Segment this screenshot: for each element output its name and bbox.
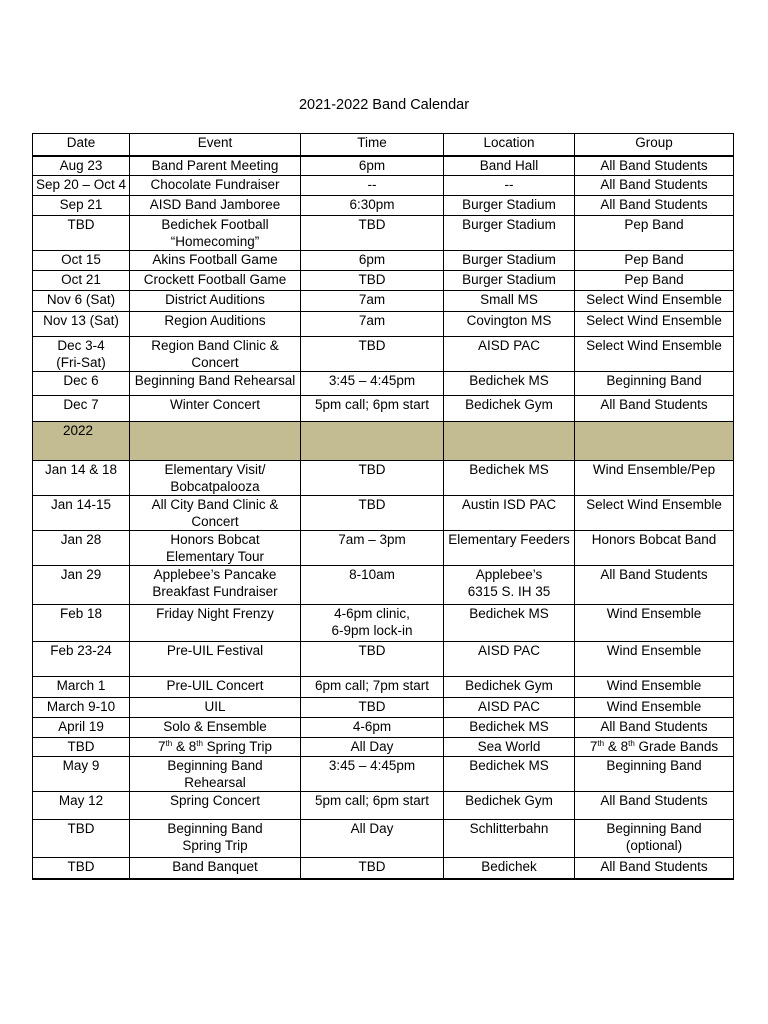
cell-time: 6pm call; 7pm start xyxy=(301,677,444,698)
cell-event: Solo & Ensemble xyxy=(130,718,301,738)
cell-date: Dec 7 xyxy=(33,396,130,422)
cell-group: All Band Students xyxy=(575,176,734,196)
cell-date: Oct 21 xyxy=(33,271,130,291)
table-row xyxy=(33,156,734,176)
cell-group: Select Wind Ensemble xyxy=(575,337,734,372)
cell-location: Burger Stadium xyxy=(444,251,575,271)
cell-group: Beginning Band (optional) xyxy=(575,820,734,858)
cell-group: Honors Bobcat Band xyxy=(575,531,734,566)
column-header-location: Location xyxy=(444,134,575,156)
cell-group: All Band Students xyxy=(575,196,734,216)
table-row xyxy=(33,396,734,422)
column-header-event: Event xyxy=(130,134,301,156)
cell-date: Sep 20 – Oct 4 xyxy=(33,176,130,196)
cell-event: Pre-UIL Concert xyxy=(130,677,301,698)
cell-group: All Band Students xyxy=(575,396,734,422)
cell-group: Select Wind Ensemble xyxy=(575,291,734,312)
cell-group: All Band Students xyxy=(575,156,734,176)
cell-event: AISD Band Jamboree xyxy=(130,196,301,216)
cell-group: Wind Ensemble xyxy=(575,605,734,642)
cell-date: TBD xyxy=(33,858,130,879)
cell-date: April 19 xyxy=(33,718,130,738)
table-row xyxy=(33,372,734,396)
cell-time: 3:45 – 4:45pm xyxy=(301,757,444,792)
cell-time: All Day xyxy=(301,820,444,858)
cell-time: 7am xyxy=(301,291,444,312)
cell-date: Feb 18 xyxy=(33,605,130,642)
cell-location: Burger Stadium xyxy=(444,216,575,251)
cell-time xyxy=(301,422,444,461)
cell-event: Band Parent Meeting xyxy=(130,156,301,176)
cell-group: Wind Ensemble xyxy=(575,677,734,698)
cell-event: Beginning Band Spring Trip xyxy=(130,820,301,858)
cell-location: Elementary Feeders xyxy=(444,531,575,566)
cell-time: 6:30pm xyxy=(301,196,444,216)
cell-location: AISD PAC xyxy=(444,698,575,718)
cell-date: Nov 13 (Sat) xyxy=(33,312,130,337)
cell-location: Small MS xyxy=(444,291,575,312)
cell-date: Jan 14-15 xyxy=(33,496,130,531)
table-row xyxy=(33,251,734,271)
table-row xyxy=(33,718,734,738)
cell-location: Sea World xyxy=(444,738,575,757)
cell-event: Chocolate Fundraiser xyxy=(130,176,301,196)
table-row xyxy=(33,792,734,820)
cell-time: 6pm xyxy=(301,156,444,176)
cell-group xyxy=(575,422,734,461)
table-row xyxy=(33,196,734,216)
cell-event: All City Band Clinic & Concert xyxy=(130,496,301,531)
cell-location: Bedichek Gym xyxy=(444,792,575,820)
cell-location: Burger Stadium xyxy=(444,271,575,291)
cell-date: Dec 3-4 (Fri-Sat) xyxy=(33,337,130,372)
cell-time: 5pm call; 6pm start xyxy=(301,792,444,820)
table-row xyxy=(33,738,734,757)
cell-location: Bedichek Gym xyxy=(444,677,575,698)
cell-event: Applebee’s Pancake Breakfast Fundraiser xyxy=(130,566,301,605)
table-row xyxy=(33,531,734,566)
cell-location: Burger Stadium xyxy=(444,196,575,216)
cell-event: Elementary Visit/ Bobcatpalooza xyxy=(130,461,301,496)
cell-date: Dec 6 xyxy=(33,372,130,396)
cell-event: 7th & 8th Spring Trip xyxy=(130,738,301,757)
cell-event: Bedichek Football “Homecoming” xyxy=(130,216,301,251)
cell-date: May 9 xyxy=(33,757,130,792)
cell-event: Region Band Clinic & Concert xyxy=(130,337,301,372)
cell-location: Bedichek Gym xyxy=(444,396,575,422)
cell-group: All Band Students xyxy=(575,792,734,820)
cell-date: Jan 29 xyxy=(33,566,130,605)
cell-group: Select Wind Ensemble xyxy=(575,312,734,337)
table-row xyxy=(33,337,734,372)
cell-date: TBD xyxy=(33,738,130,757)
cell-date: Oct 15 xyxy=(33,251,130,271)
cell-time: TBD xyxy=(301,496,444,531)
cell-event: Pre-UIL Festival xyxy=(130,642,301,677)
cell-event: Honors Bobcat Elementary Tour xyxy=(130,531,301,566)
cell-location: Bedichek MS xyxy=(444,718,575,738)
cell-location: Applebee’s 6315 S. IH 35 xyxy=(444,566,575,605)
cell-group: Beginning Band xyxy=(575,372,734,396)
cell-time: 7am xyxy=(301,312,444,337)
column-header-date: Date xyxy=(33,134,130,156)
cell-group: Pep Band xyxy=(575,271,734,291)
cell-group: All Band Students xyxy=(575,718,734,738)
cell-date: March 1 xyxy=(33,677,130,698)
cell-event: Region Auditions xyxy=(130,312,301,337)
cell-location: AISD PAC xyxy=(444,337,575,372)
cell-group: Wind Ensemble xyxy=(575,698,734,718)
cell-time: TBD xyxy=(301,642,444,677)
cell-location: Bedichek MS xyxy=(444,461,575,496)
table-row xyxy=(33,757,734,792)
cell-date: 2022 xyxy=(33,422,130,461)
cell-group: Pep Band xyxy=(575,251,734,271)
cell-location xyxy=(444,422,575,461)
cell-group: Pep Band xyxy=(575,216,734,251)
table-row xyxy=(33,291,734,312)
page-title: 2021-2022 Band Calendar xyxy=(298,97,470,113)
cell-date: May 12 xyxy=(33,792,130,820)
cell-group: Wind Ensemble xyxy=(575,642,734,677)
cell-time: TBD xyxy=(301,271,444,291)
cell-time: 7am – 3pm xyxy=(301,531,444,566)
table-row xyxy=(33,461,734,496)
cell-group: Select Wind Ensemble xyxy=(575,496,734,531)
cell-time: 8-10am xyxy=(301,566,444,605)
cell-date: TBD xyxy=(33,820,130,858)
cell-event: Akins Football Game xyxy=(130,251,301,271)
cell-time: 3:45 – 4:45pm xyxy=(301,372,444,396)
cell-date: Aug 23 xyxy=(33,156,130,176)
cell-time: 5pm call; 6pm start xyxy=(301,396,444,422)
cell-location: Austin ISD PAC xyxy=(444,496,575,531)
table-row xyxy=(33,858,734,879)
table-row xyxy=(33,605,734,642)
cell-location: -- xyxy=(444,176,575,196)
cell-location: Band Hall xyxy=(444,156,575,176)
cell-date: Nov 6 (Sat) xyxy=(33,291,130,312)
cell-event: Friday Night Frenzy xyxy=(130,605,301,642)
cell-group: All Band Students xyxy=(575,858,734,879)
cell-event xyxy=(130,422,301,461)
cell-time: TBD xyxy=(301,216,444,251)
cell-group: All Band Students xyxy=(575,566,734,605)
table-row xyxy=(33,271,734,291)
cell-location: AISD PAC xyxy=(444,642,575,677)
cell-date: Feb 23-24 xyxy=(33,642,130,677)
cell-event: Beginning Band Rehearsal xyxy=(130,757,301,792)
cell-group: 7th & 8th Grade Bands xyxy=(575,738,734,757)
table-row xyxy=(33,312,734,337)
cell-time: 4-6pm xyxy=(301,718,444,738)
cell-group: Beginning Band xyxy=(575,757,734,792)
cell-time: TBD xyxy=(301,461,444,496)
cell-time: 6pm xyxy=(301,251,444,271)
column-header-group: Group xyxy=(575,134,734,156)
table-row xyxy=(33,566,734,605)
cell-event: UIL xyxy=(130,698,301,718)
cell-event: Beginning Band Rehearsal xyxy=(130,372,301,396)
table-row xyxy=(33,677,734,698)
cell-date: Jan 14 & 18 xyxy=(33,461,130,496)
cell-date: Jan 28 xyxy=(33,531,130,566)
table-row xyxy=(33,820,734,858)
table-row xyxy=(33,216,734,251)
cell-event: Crockett Football Game xyxy=(130,271,301,291)
table-header-row xyxy=(33,134,734,156)
table-row xyxy=(33,176,734,196)
cell-event: Band Banquet xyxy=(130,858,301,879)
year-divider-row xyxy=(33,422,734,461)
table-row xyxy=(33,698,734,718)
cell-group: Wind Ensemble/Pep xyxy=(575,461,734,496)
cell-date: Sep 21 xyxy=(33,196,130,216)
cell-time: All Day xyxy=(301,738,444,757)
cell-date: TBD xyxy=(33,216,130,251)
cell-time: TBD xyxy=(301,858,444,879)
table-row xyxy=(33,496,734,531)
cell-time: TBD xyxy=(301,698,444,718)
cell-location: Schlitterbahn xyxy=(444,820,575,858)
cell-time: TBD xyxy=(301,337,444,372)
cell-location: Bedichek xyxy=(444,858,575,879)
column-header-time: Time xyxy=(301,134,444,156)
cell-location: Bedichek MS xyxy=(444,372,575,396)
cell-event: Winter Concert xyxy=(130,396,301,422)
table-row xyxy=(33,642,734,677)
cell-location: Bedichek MS xyxy=(444,605,575,642)
cell-time: 4-6pm clinic, 6-9pm lock-in xyxy=(301,605,444,642)
band-calendar-table xyxy=(32,133,734,880)
cell-location: Covington MS xyxy=(444,312,575,337)
cell-date: March 9-10 xyxy=(33,698,130,718)
cell-time: -- xyxy=(301,176,444,196)
cell-location: Bedichek MS xyxy=(444,757,575,792)
cell-event: District Auditions xyxy=(130,291,301,312)
cell-event: Spring Concert xyxy=(130,792,301,820)
